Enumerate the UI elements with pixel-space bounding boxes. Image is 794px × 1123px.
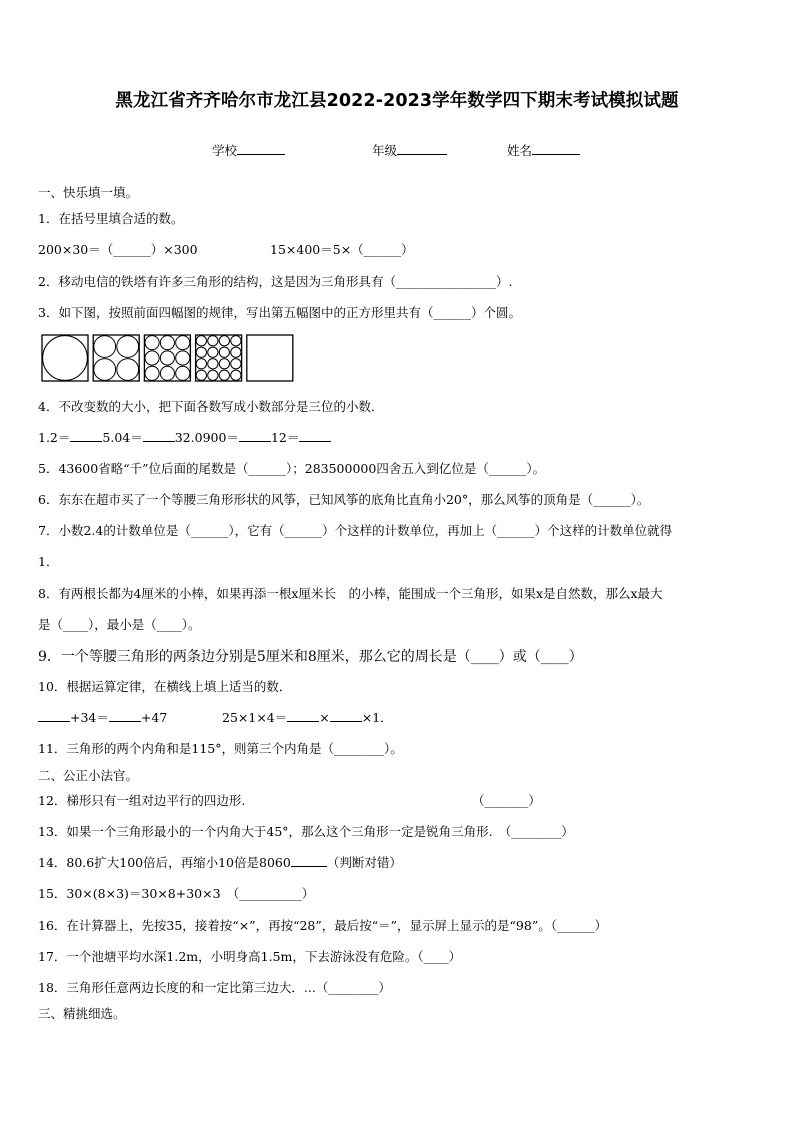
question-1a: 200×30＝（______）×300 bbox=[38, 242, 198, 257]
question-1b: 15×400＝5×（______） bbox=[270, 242, 414, 257]
pattern-circle bbox=[176, 351, 190, 365]
question-5: 5．43600省略“千”位后面的尾数是（______）；283500000四舍五入到亿位是（______）。 bbox=[38, 461, 546, 476]
question-2: 2．移动电信的铁塔有许多三角形的结构，这是因为三角形具有（________________）. bbox=[38, 274, 513, 289]
question-11: 11．三角形的两个内角和是115°，则第三个内角是（________）。 bbox=[38, 741, 403, 756]
q10-expr-part: × bbox=[319, 710, 330, 725]
section-heading: 三、精挑细选。 bbox=[38, 1006, 126, 1021]
question-4-answers bbox=[38, 428, 331, 446]
question-6: 6．东东在超市买了一个等腰三角形形状的风筝，已知风筝的底角比直角小20°，那么风筝的顶角是（______）。 bbox=[38, 492, 650, 507]
pattern-circle bbox=[208, 359, 218, 369]
pattern-circle bbox=[231, 347, 241, 357]
section-heading: 二、公正小法官。 bbox=[38, 768, 139, 783]
answer-blank bbox=[330, 720, 362, 722]
pattern-circle bbox=[208, 370, 218, 380]
pattern-circle bbox=[219, 359, 229, 369]
pattern-circle bbox=[231, 370, 241, 380]
answer-blank bbox=[239, 440, 271, 442]
question-7-cont: 1． bbox=[38, 554, 59, 569]
q10-expr-part: 25×1×4＝ bbox=[222, 710, 288, 725]
name-blank bbox=[532, 153, 580, 155]
question-17: 17．一个池塘平均水深1.2m，小明身高1.5m，下去游泳没有危险。（____） bbox=[38, 949, 462, 964]
question-16: 16．在计算器上，先按35，接着按“×”，再按“28”，最后按“＝”，显示屏上显示的是“98”。（______） bbox=[38, 918, 607, 933]
q4-item-2: 5.04＝ bbox=[102, 430, 143, 445]
pattern-circle bbox=[196, 359, 206, 369]
pattern-square bbox=[144, 335, 190, 381]
pattern-circle bbox=[43, 336, 88, 381]
school-field bbox=[212, 141, 285, 159]
pattern-circle bbox=[160, 336, 174, 350]
pattern-circle bbox=[94, 359, 116, 381]
pattern-square bbox=[196, 335, 242, 381]
pattern-circle bbox=[196, 370, 206, 380]
pattern-circle bbox=[160, 351, 174, 365]
question-18: 18．三角形任意两边长度的和一定比第三边大．...（________） bbox=[38, 980, 391, 995]
q10-expr-part: +34＝ bbox=[70, 710, 109, 725]
school-label: 学校 bbox=[212, 143, 238, 158]
pattern-square bbox=[247, 335, 293, 381]
grade-field bbox=[372, 141, 447, 159]
grade-blank bbox=[397, 153, 447, 155]
answer-blank bbox=[109, 720, 141, 722]
grade-label: 年级 bbox=[372, 143, 398, 158]
answer-blank bbox=[287, 720, 319, 722]
question-12-answer: （_______） bbox=[472, 793, 541, 808]
exam-title: 黑龙江省齐齐哈尔市龙江县2022-2023学年数学四下期末考试模拟试题 bbox=[115, 91, 679, 111]
pattern-circle bbox=[176, 366, 190, 380]
question-12: 12．梯形只有一组对边平行的四边形. bbox=[38, 793, 246, 808]
section-heading: 一、快乐填一填。 bbox=[38, 185, 139, 200]
answer-blank bbox=[38, 720, 70, 722]
question-8: 8．有两根长都为4厘米的小棒，如果再添一根x厘米长 的小棒，能围成一个三角形，如果x是自然数，那么x最大 bbox=[38, 586, 663, 601]
school-blank bbox=[237, 153, 285, 155]
pattern-circle bbox=[145, 366, 159, 380]
q10-expr-part: +47 bbox=[140, 710, 168, 725]
pattern-circle bbox=[117, 359, 139, 381]
q14-text: 14．80.6扩大100倍后，再缩小10倍是8060 bbox=[38, 855, 291, 870]
question-14 bbox=[38, 853, 402, 871]
question-8-cont: 是（____），最小是（____）。 bbox=[38, 617, 201, 632]
question-1: 1．在括号里填合适的数。 bbox=[38, 211, 184, 226]
question-10-b bbox=[222, 708, 393, 726]
question-9: 9．一个等腰三角形的两条边分别是5厘米和8厘米，那么它的周长是（____）或（____） bbox=[38, 649, 583, 665]
question-13: 13．如果一个三角形最小的一个内角大于45°，那么这个三角形一定是锐角三角形. （________） bbox=[38, 824, 574, 839]
pattern-circle bbox=[208, 347, 218, 357]
pattern-circle bbox=[219, 370, 229, 380]
pattern-circle bbox=[219, 336, 229, 346]
question-10-a bbox=[38, 708, 167, 726]
pattern-circle bbox=[145, 351, 159, 365]
answer-blank bbox=[291, 865, 327, 867]
pattern-circle bbox=[219, 347, 229, 357]
pattern-circle bbox=[196, 336, 206, 346]
q14-tail: （判断对错） bbox=[326, 855, 402, 870]
pattern-circle bbox=[117, 336, 139, 358]
pattern-circle bbox=[160, 366, 174, 380]
pattern-circle bbox=[176, 336, 190, 350]
pattern-circle bbox=[94, 336, 116, 358]
question-7: 7．小数2.4的计数单位是（______），它有（______）个这样的计数单位，再加上（______）个这样的计数单位就得 bbox=[38, 523, 673, 538]
question-4: 4．不改变数的大小，把下面各数写成小数部分是三位的小数． bbox=[38, 399, 384, 414]
name-field bbox=[507, 141, 580, 159]
pattern-square bbox=[93, 335, 139, 381]
circle-pattern-figure bbox=[41, 334, 301, 382]
question-15: 15．30×(8×3)＝30×8+30×3 （__________） bbox=[38, 886, 315, 901]
pattern-circle bbox=[145, 336, 159, 350]
q4-item-3: 32.0900＝ bbox=[174, 430, 239, 445]
answer-blank bbox=[299, 440, 331, 442]
q4-item-1: 1.2＝ bbox=[38, 430, 71, 445]
name-label: 姓名 bbox=[507, 143, 533, 158]
question-3: 3．如下图，按照前面四幅图的规律，写出第五幅图中的正方形里共有（______）个圆。 bbox=[38, 305, 521, 320]
pattern-circle bbox=[196, 347, 206, 357]
question-10: 10．根据运算定律，在横线上填上适当的数． bbox=[38, 679, 292, 694]
pattern-circle bbox=[231, 359, 241, 369]
q10-expr-part: ×1． bbox=[361, 710, 393, 725]
answer-blank bbox=[143, 440, 175, 442]
pattern-circle bbox=[208, 336, 218, 346]
pattern-circle bbox=[231, 336, 241, 346]
q4-item-4: 12＝ bbox=[270, 430, 300, 445]
answer-blank bbox=[70, 440, 102, 442]
